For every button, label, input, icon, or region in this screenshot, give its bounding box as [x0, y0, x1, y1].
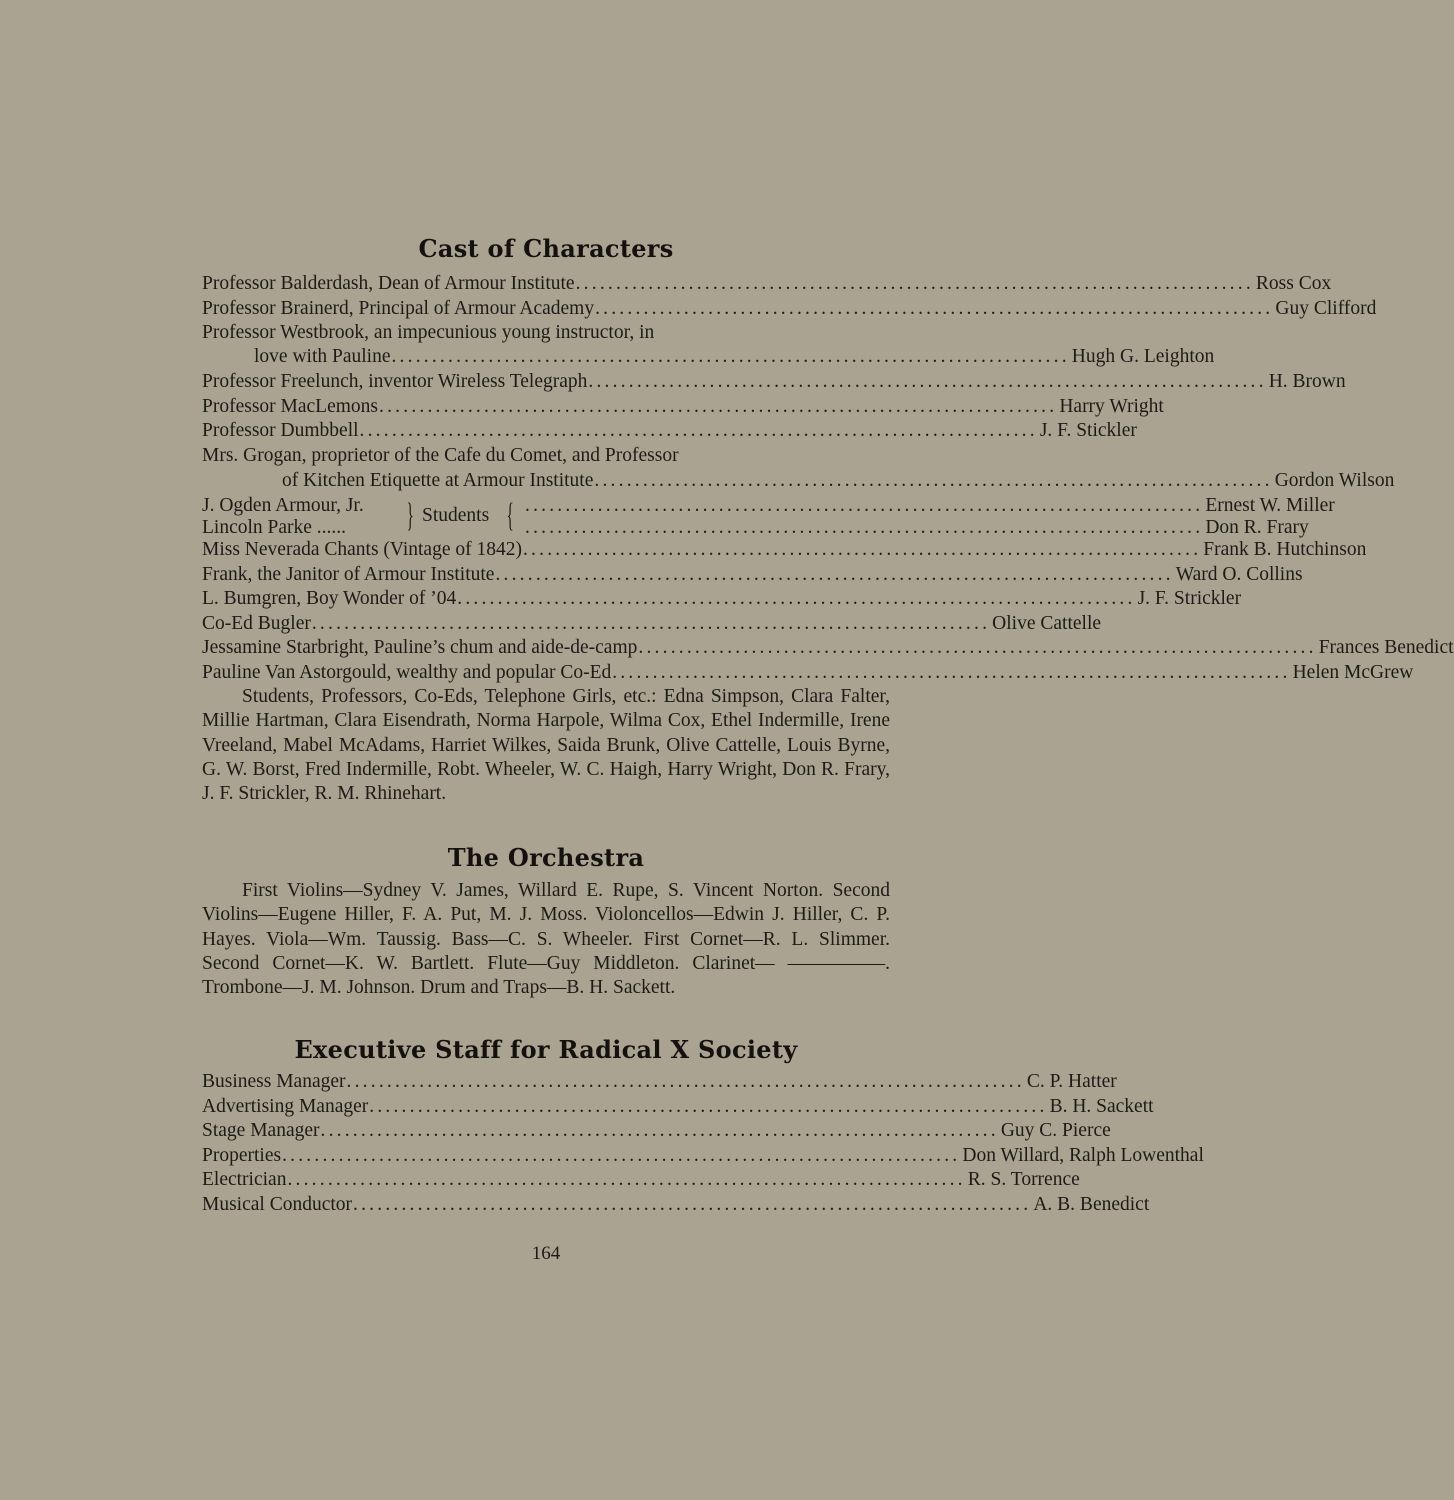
right-brace-icon: } [406, 497, 414, 534]
cast-entry-line1 [202, 444, 890, 468]
cast-entry [202, 563, 1303, 587]
cast-entry [202, 587, 1242, 611]
name: C. P. Hatter [1026, 1071, 1117, 1092]
dot-leader: .................................................................................... [495, 564, 1174, 585]
role: Professor Westbrook, an impecunious young instructor, in [202, 322, 655, 343]
role: of Kitchen Etiquette at Armour Institute [282, 470, 594, 491]
role: Professor Freelunch, inventor Wireless Telegraph [202, 371, 588, 392]
actor: Ernest W. Miller [1205, 495, 1335, 516]
orchestra-paragraph: First Violins—Sydney V. James, Willard E. Rupe, S. Vincent Norton. Second Violins—Eugene Hiller, F. A. Put, M. J. Moss. Violoncellos—Edwin J. Hiller, C. P. Hayes. Viola—Wm. Taussig. Bass—C. S. Wheeler. First Cornet—R. L. Slimmer. Second Cornet—K. W. Bartlett. Flute—Guy Middleton. Clarinet— —————. Trombone—J. M. Johnson. Drum and Traps—B. H. Sackett. [202, 880, 890, 999]
cast-entry [202, 636, 1454, 660]
executive-staff-heading: Executive Staff for Radical X Society [294, 1035, 798, 1064]
actor: Helen McGrew [1292, 662, 1414, 683]
left-brace-icon: { [506, 497, 514, 534]
role: Professor Brainerd, Principal of Armour Academy [202, 298, 595, 319]
role: Stage Manager [202, 1120, 320, 1141]
role: Advertising Manager [202, 1096, 369, 1117]
cast-entry [524, 495, 1335, 517]
role: Miss Neverada Chants (Vintage of 1842) [202, 539, 522, 560]
dot-leader: .................................................................................... [575, 273, 1254, 294]
page-number: 164 [531, 1243, 561, 1264]
dot-leader: .................................................................................... [588, 371, 1267, 392]
students-label: Students [422, 505, 490, 526]
dot-leader: .................................................................................... [311, 613, 991, 634]
actor: Gordon Wilson [1274, 470, 1395, 491]
ensemble-names: Edna Simpson, Clara Falter, Millie Hartman, Clara Eisendrath, Norma Harpole, Wilma Cox, Ethel Indermille, Irene Vreeland, Mabel McAdams, Harriet Wilkes, Saida Brunk, Olive Cattelle, Louis Byrne, G. W. Borst, Fred Indermille, Robt. Wheeler, W. C. Haigh, Harry Wright, Don R. Frary, J. F. Strickler, R. M. Rhinehart. [202, 686, 890, 805]
dot-leader: .................................................................................... [287, 1169, 966, 1190]
staff-entry [202, 1144, 1204, 1168]
actor: H. Brown [1268, 371, 1346, 392]
role: Professor Dumbbell [202, 420, 359, 441]
cast-entry [202, 469, 1395, 493]
students-roles [202, 495, 412, 539]
staff-entry [202, 1070, 1117, 1094]
actor: Olive Cattelle [992, 613, 1102, 634]
dot-leader: .................................................................................... [359, 420, 1038, 441]
orchestra-heading: The Orchestra [447, 843, 645, 872]
cast-entry [202, 297, 1377, 321]
actor: J. F. Strickler [1137, 588, 1242, 609]
role: Co-Ed Bugler [202, 613, 311, 634]
dot-leader: .................................................................................... [369, 1096, 1048, 1117]
cast-entry [202, 538, 1367, 562]
role: Professor MacLemons [202, 396, 379, 417]
dot-leader: .................................................................................... [391, 346, 1070, 367]
dot-leader: .................................................................................... [346, 1071, 1025, 1092]
role: Frank, the Janitor of Armour Institute [202, 564, 495, 585]
dot-leader: .................................................................................... [379, 396, 1058, 417]
role: Jessamine Starbright, Pauline’s chum and aide-de-camp [202, 637, 638, 658]
dot-leader: .................................................................................... [525, 495, 1204, 516]
cast-entry [202, 272, 1332, 296]
dot-leader: .................................................................................... [353, 1194, 1032, 1215]
actor: Ross Cox [1255, 273, 1332, 294]
name: Guy C. Pierce [1000, 1120, 1111, 1141]
role: Lincoln Parke ...... [202, 517, 347, 538]
dot-leader: .................................................................................... [525, 517, 1204, 538]
cast-entry [202, 661, 1414, 685]
cast-entry [202, 419, 1137, 443]
cast-entry [202, 612, 1102, 636]
actor: Frances Benedict [1318, 637, 1454, 658]
role: J. Ogden Armour, Jr. [202, 495, 364, 516]
role: Musical Conductor [202, 1194, 353, 1215]
actor: Hugh G. Leighton [1071, 346, 1215, 367]
students-actors [524, 495, 1335, 539]
cast-heading: Cast of Characters [418, 234, 674, 263]
actor: Ward O. Collins [1175, 564, 1303, 585]
actor: Don R. Frary [1205, 517, 1309, 538]
staff-entry [202, 1168, 1080, 1192]
role: L. Bumgren, Boy Wonder of ’04 [202, 588, 457, 609]
dot-leader: .................................................................................... [595, 298, 1274, 319]
dot-leader: .................................................................................... [282, 1145, 961, 1166]
cast-entry [524, 517, 1309, 539]
dot-leader: .................................................................................... [638, 637, 1317, 658]
actor: Guy Clifford [1275, 298, 1377, 319]
role: Professor Balderdash, Dean of Armour Institute [202, 273, 575, 294]
name: R. S. Torrence [967, 1169, 1080, 1190]
role: love with Pauline [254, 346, 391, 367]
name: Don Willard, Ralph Lowenthal [962, 1145, 1204, 1166]
role: Pauline Van Astorgould, wealthy and popular Co-Ed [202, 662, 612, 683]
dot-leader: .................................................................................... [594, 470, 1273, 491]
role: Electrician [202, 1169, 287, 1190]
ensemble-paragraph [202, 685, 890, 806]
cast-entry [202, 370, 1346, 394]
name: B. H. Sackett [1049, 1096, 1154, 1117]
dot-leader: .................................................................................... [612, 662, 1291, 683]
staff-entry [202, 1119, 1111, 1143]
role: Properties [202, 1145, 282, 1166]
actor: Harry Wright [1059, 396, 1164, 417]
role: Mrs. Grogan, proprietor of the Cafe du Comet, and Professor [202, 445, 679, 466]
name: A. B. Benedict [1033, 1194, 1150, 1215]
cast-entry [202, 345, 1215, 369]
dot-leader: .................................................................................... [457, 588, 1136, 609]
dot-leader: .................................................................................... [320, 1120, 999, 1141]
students-group [202, 495, 1335, 543]
dot-leader: .................................................................................... [522, 539, 1202, 560]
actor: Frank B. Hutchinson [1203, 539, 1367, 560]
cast-entry [202, 395, 1164, 419]
actor: J. F. Stickler [1039, 420, 1137, 441]
role: Business Manager [202, 1071, 346, 1092]
staff-entry [202, 1193, 1150, 1217]
staff-entry [202, 1095, 1154, 1119]
ensemble-intro: Students, Professors, Co-Eds, Telephone Girls, etc.: [242, 686, 657, 707]
cast-entry-line1 [202, 321, 890, 345]
